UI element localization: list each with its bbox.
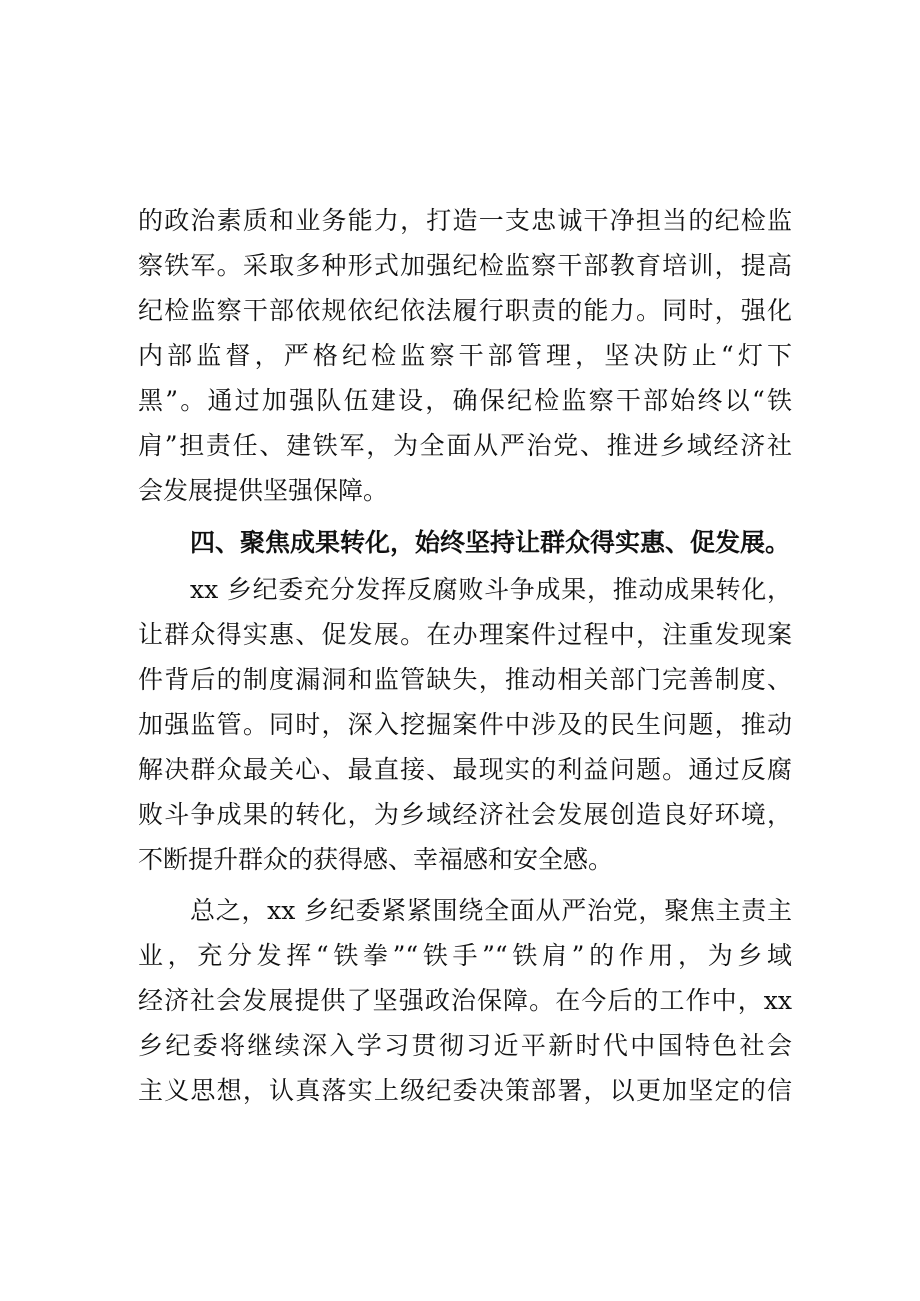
text-line: 经济社会发展提供了坚强政治保障。在今后的工作中，xx [138,986,792,1015]
text-line: 会发展提供坚强保障。 [138,476,389,505]
text-line: 业，充分发挥“铁拳”“铁手”“铁肩”的作用，为乡域 [138,941,792,970]
text-line: 不断提升群众的获得感、幸福感和安全感。 [138,845,614,874]
text-line: 察铁军。采取多种形式加强纪检监察干部教育培训，提高 [138,251,792,280]
text-line: 肩”担责任、建铁军，为全面从严治党、推进乡域经济社 [138,431,792,460]
text-line: 件背后的制度漏洞和监管缺失，推动相关部门完善制度、 [138,665,792,694]
text-line: 的政治素质和业务能力，打造一支忠诚干净担当的纪检监 [138,206,792,235]
text-line: 主义思想，认真落实上级纪委决策部署，以更加坚定的信 [138,1076,792,1105]
text-line: xx 乡纪委充分发挥反腐败斗争成果，推动成果转化， [190,575,792,604]
text-line: 让群众得实惠、促发展。在办理案件过程中，注重发现案 [138,620,792,649]
text-line: 纪检监察干部依规依纪依法履行职责的能力。同时，强化 [138,296,792,325]
text-line: 败斗争成果的转化，为乡域经济社会发展创造良好环境， [138,800,792,829]
paragraph-results-conversion [138,567,792,882]
document-body [138,198,792,1113]
paragraph-summary [138,888,792,1113]
text-line: 内部监督，严格纪检监察干部管理，坚决防止“灯下 [138,341,792,370]
section-heading-4: 四、聚焦成果转化，始终坚持让群众得实惠、促发展。 [190,528,791,557]
text-line: 解决群众最关心、最直接、最现实的利益问题。通过反腐 [138,755,792,784]
text-line: 加强监管。同时，深入挖掘案件中涉及的民生问题，推动 [138,710,792,739]
text-line: 黑”。通过加强队伍建设，确保纪检监察干部始终以“铁 [138,386,792,415]
text-line: 总之，xx 乡纪委紧紧围绕全面从严治党，聚焦主责主 [190,896,792,925]
text-line: 乡纪委将继续深入学习贯彻习近平新时代中国特色社会 [138,1031,792,1060]
paragraph-team-building [138,198,792,513]
